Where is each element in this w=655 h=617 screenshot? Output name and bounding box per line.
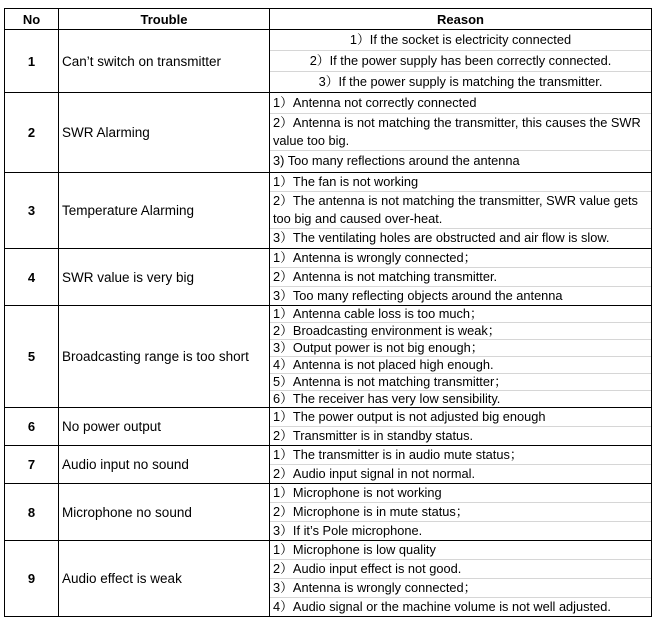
reason-line: 1）The transmitter is in audio mute status； [270, 446, 651, 465]
table-row [5, 93, 652, 173]
row-number: 6 [5, 408, 59, 446]
reason-cell [270, 484, 652, 541]
table-row [5, 408, 652, 446]
reason-line: 2）Broadcasting environment is weak； [270, 323, 651, 340]
reason-line: 3）Antenna is wrongly connected； [270, 579, 651, 598]
row-number: 8 [5, 484, 59, 541]
reason-line: 2）The antenna is not matching the transmitter, SWR value gets too big and caused over-heat. [270, 192, 651, 229]
header-reason: Reason [270, 9, 652, 30]
row-number: 1 [5, 30, 59, 93]
table-row [5, 541, 652, 617]
reason-line: 2）If the power supply has been correctly connected. [270, 51, 651, 72]
reason-line: 2）Antenna is not matching the transmitter, this causes the SWR value too big. [270, 114, 651, 151]
reason-line: 4）Antenna is not placed high enough. [270, 357, 651, 374]
trouble-cell: No power output [59, 408, 270, 446]
reason-line: 5）Antenna is not matching transmitter； [270, 374, 651, 391]
reason-line: 1）Antenna not correctly connected [270, 93, 651, 114]
reason-line: 1）If the socket is electricity connected [270, 30, 651, 51]
trouble-cell: Broadcasting range is too short [59, 306, 270, 408]
reason-line: 3）Output power is not big enough； [270, 340, 651, 357]
reason-line: 1）The fan is not working [270, 173, 651, 192]
reason-line: 1）Microphone is low quality [270, 541, 651, 560]
reason-line: 1）Antenna cable loss is too much； [270, 306, 651, 323]
row-number: 9 [5, 541, 59, 617]
trouble-cell: Microphone no sound [59, 484, 270, 541]
table-row [5, 484, 652, 541]
reason-line: 2）Transmitter is in standby status. [273, 428, 474, 443]
reason-line: 2）Audio input signal in not normal. [273, 466, 476, 481]
reason-line: 4）Audio signal or the machine volume is not well adjusted. [273, 599, 611, 614]
reason-line: 3）Too many reflecting objects around the antenna [273, 288, 563, 303]
reason-line: 3）If the power supply is matching the transmitter. [318, 74, 603, 89]
trouble-cell: SWR value is very big [59, 249, 270, 306]
reason-cell [270, 306, 652, 408]
row-number: 3 [5, 173, 59, 249]
reason-line: 2）Audio input effect is not good. [270, 560, 651, 579]
reason-cell [270, 249, 652, 306]
reason-cell [270, 30, 652, 93]
row-number: 7 [5, 446, 59, 484]
trouble-cell: Audio input no sound [59, 446, 270, 484]
row-number: 2 [5, 93, 59, 173]
trouble-cell: SWR Alarming [59, 93, 270, 173]
row-number: 5 [5, 306, 59, 408]
header-row [5, 9, 652, 30]
table-row [5, 446, 652, 484]
reason-cell [270, 541, 652, 617]
trouble-cell: Can’t switch on transmitter [59, 30, 270, 93]
reason-line: 2）Microphone is in mute status； [270, 503, 651, 522]
row-number: 4 [5, 249, 59, 306]
table-row [5, 306, 652, 408]
table-row [5, 30, 652, 93]
reason-line: 3) Too many reflections around the antenna [273, 153, 520, 168]
trouble-cell: Audio effect is weak [59, 541, 270, 617]
reason-cell [270, 173, 652, 249]
reason-cell [270, 93, 652, 173]
reason-line: 1）Antenna is wrongly connected； [270, 249, 651, 268]
reason-line: 1）Microphone is not working [270, 484, 651, 503]
header-no: No [5, 9, 59, 30]
reason-cell [270, 446, 652, 484]
trouble-cell: Temperature Alarming [59, 173, 270, 249]
reason-line: 3）The ventilating holes are obstructed and air flow is slow. [273, 230, 610, 245]
reason-line: 3）If it’s Pole microphone. [273, 523, 423, 538]
troubleshooting-table [4, 8, 652, 617]
table-row [5, 249, 652, 306]
reason-line: 6）The receiver has very low sensibility. [273, 391, 501, 406]
reason-line: 1）The power output is not adjusted big enough [270, 408, 651, 427]
table-row [5, 173, 652, 249]
header-trouble: Trouble [59, 9, 270, 30]
reason-line: 2）Antenna is not matching transmitter. [270, 268, 651, 287]
reason-cell [270, 408, 652, 446]
